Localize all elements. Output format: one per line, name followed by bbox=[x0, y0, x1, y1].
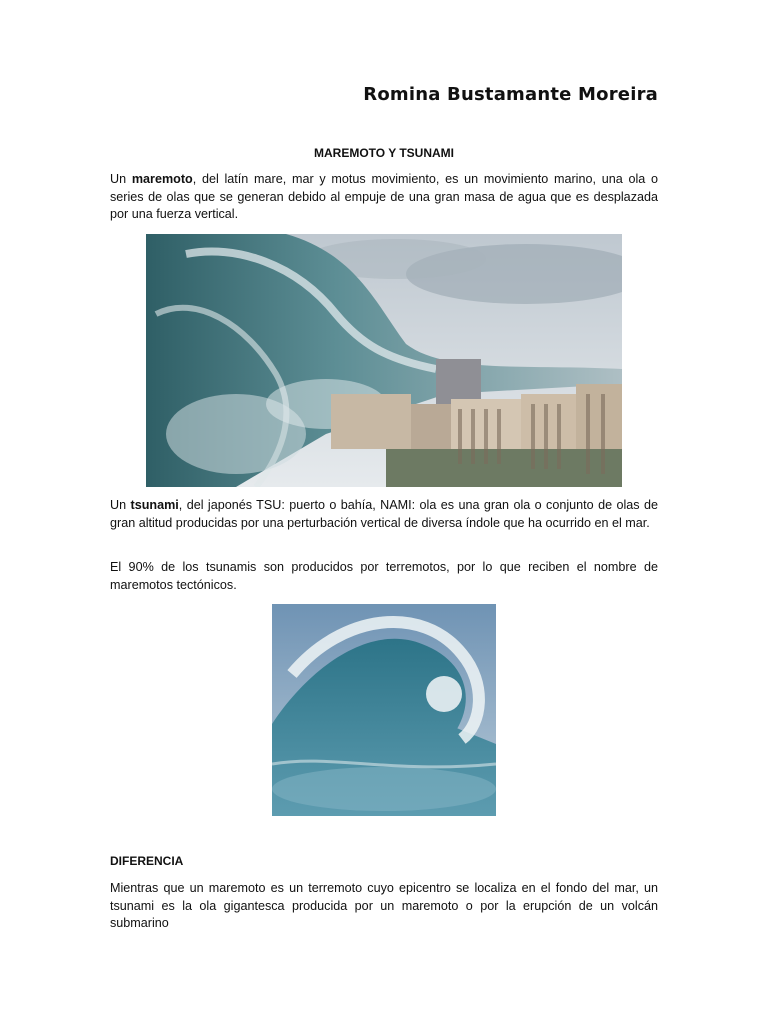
paragraph-text: , del japonés TSU: puerto o bahía, NAMI: ola es una gran ola o conjunto de olas de gran altitud producidas por una perturbación vertical de diversa índole que ha ocurrido en el mar. bbox=[110, 498, 658, 530]
paragraph-tsunami bbox=[110, 497, 658, 532]
paragraph-text: , del latín mare, mar y motus movimiento, es un movimiento marino, una ola o series de olas que se generan debido al empuje de una gran masa de agua que es desplazada por una fuerza vertical. bbox=[110, 172, 658, 222]
document-title: MAREMOTO Y TSUNAMI bbox=[313, 146, 454, 160]
paragraph-prefix: Un bbox=[110, 172, 132, 186]
term-tsunami: tsunami bbox=[130, 498, 179, 512]
section-heading-diferencia: DIFERENCIA bbox=[110, 854, 184, 868]
paragraph-maremoto bbox=[110, 171, 658, 224]
paragraph-prefix: Un bbox=[110, 498, 131, 512]
ocean-wave-image bbox=[272, 604, 496, 816]
author-name: Romina Bustamante Moreira bbox=[363, 84, 658, 105]
paragraph-statistics: El 90% de los tsunamis son producidos por terremotos, por lo que reciben el nombre de maremotos tectónicos. bbox=[110, 560, 658, 592]
term-maremoto: maremoto bbox=[131, 172, 193, 186]
tsunami-city-image bbox=[146, 234, 622, 487]
paragraph-diferencia: Mientras que un maremoto es un terremoto cuyo epicentro se localiza en el fondo del mar, un tsunami es la ola gigantesca producida por un maremoto o por la erupción de un volcán submarino bbox=[110, 881, 658, 931]
